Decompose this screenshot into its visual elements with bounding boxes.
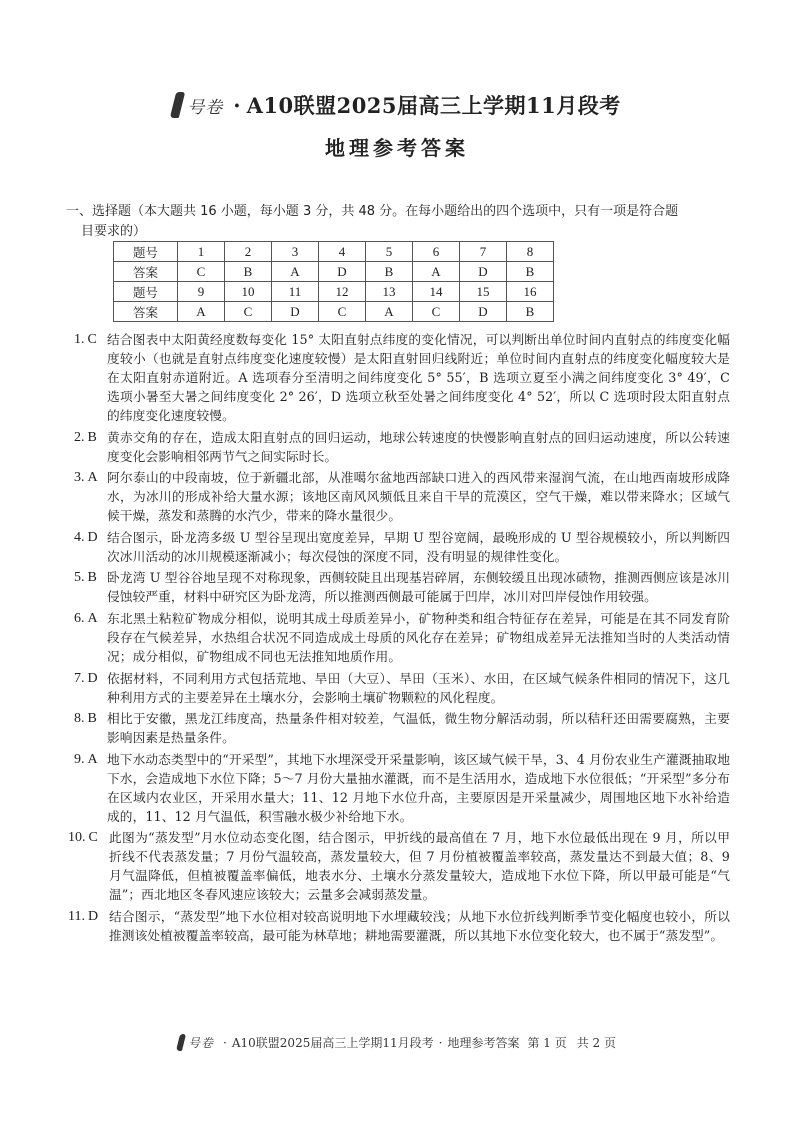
question-label xyxy=(74,330,107,425)
question-label xyxy=(74,709,107,747)
question-label xyxy=(74,528,107,566)
answer-cell: C xyxy=(413,302,460,322)
page-total: 共 2 页 xyxy=(576,1036,616,1050)
question-number-cell: 7 xyxy=(460,242,507,262)
answer-row-label: 答案 xyxy=(114,302,178,322)
title-line xyxy=(0,88,794,122)
answer-row xyxy=(114,302,554,322)
footer-subject: 地理参考答案 xyxy=(447,1036,520,1050)
question-label xyxy=(74,428,107,466)
question-label xyxy=(74,568,107,606)
question-number: 8. xyxy=(74,711,85,727)
question-row xyxy=(114,282,554,302)
question-number: 9. xyxy=(74,751,85,767)
question-answer: C xyxy=(88,830,98,846)
answer-cell: C xyxy=(319,302,366,322)
question-number-cell: 6 xyxy=(413,242,460,262)
answer-row-label: 答案 xyxy=(114,262,178,282)
explanation-text: 阿尔泰山的中段南坡，位于新疆北部，从准噶尔盆地西部缺口进入的西风带来湿润气流，在山地西南坡形成降水，为冰川的形成补给大量水源；该地区南风风频低且来自干旱的荒漠区，空气干燥，难以带来降水；区域气候干燥，蒸发和蒸腾的水汽少，带来的降水量很少。 xyxy=(107,470,730,524)
question-answer: D xyxy=(87,908,99,924)
question-answer: D xyxy=(87,529,98,545)
explanation-item xyxy=(74,428,730,466)
footer-logo xyxy=(178,1034,214,1051)
explanation-item xyxy=(68,828,730,904)
answer-cell: A xyxy=(366,302,413,322)
question-number-cell: 13 xyxy=(366,282,413,302)
explanation-text: 黄赤交角的存在，造成太阳直射点的回归运动，地球公转速度的快慢影响直射点的回归运动速度，所以公转速度变化会影响相邻两节气之间实际时长。 xyxy=(107,429,730,464)
explanation-item xyxy=(74,750,730,826)
explanation-item xyxy=(74,568,730,606)
answer-cell: C xyxy=(225,302,272,322)
question-number-cell: 4 xyxy=(319,242,366,262)
explanation-text: 依据材料，不同利用方式包括荒地、旱田（大豆）、旱田（玉米）、水田，在区域气候条件相同的情况下，这几种利用方式的主要差异在土壤水分，会影响土壤矿物颗粒的风化程度。 xyxy=(107,670,730,705)
document-title: A10联盟2025届高三上学期11月段考 xyxy=(246,93,621,118)
answer-cell: D xyxy=(272,302,319,322)
answer-cell: B xyxy=(507,262,554,282)
question-answer: D xyxy=(87,670,98,686)
question-answer: C xyxy=(87,332,97,347)
question-number: 5. xyxy=(74,570,85,586)
explanation-list xyxy=(68,330,730,948)
explanation-text: 此图为“蒸发型”月水位动态变化图，结合图示，甲折线的最高值在 7 月，地下水位最低出现在 9 月，所以甲折线不代表蒸发量；7 月份气温较高，蒸发量较大，但 7 月份植被覆盖率较高，蒸发量达不到最大值；8、9 月气温降低，但植被覆盖率偏低，地表水分、土壤水分蒸发量较大，造成地下水位下降，所以甲最可能是“气温”；西北地区冬春风速应该较大；云量多会减弱蒸发量。 xyxy=(109,830,730,903)
question-answer: B xyxy=(87,429,97,445)
question-number: 6. xyxy=(74,610,85,626)
question-answer: B xyxy=(87,711,97,727)
explanation-item xyxy=(68,907,730,945)
question-number: 1. xyxy=(74,332,85,347)
footer-logo-text: 号卷 xyxy=(188,1036,215,1050)
question-number: 7. xyxy=(74,670,85,686)
document-subtitle: 地理参考答案 xyxy=(325,136,469,160)
brand-logo xyxy=(173,92,223,118)
question-number-cell: 16 xyxy=(507,282,554,302)
answer-cell: D xyxy=(319,262,366,282)
explanation-item xyxy=(74,709,730,747)
page-footer xyxy=(0,1034,794,1051)
question-row-label: 题号 xyxy=(114,242,178,262)
answer-cell: C xyxy=(178,262,225,282)
answer-cell: D xyxy=(460,302,507,322)
explanation-item xyxy=(74,528,730,566)
question-number-cell: 1 xyxy=(178,242,225,262)
question-row-label: 题号 xyxy=(114,282,178,302)
question-answer: A xyxy=(87,470,98,486)
answer-cell: D xyxy=(460,262,507,282)
question-label xyxy=(74,468,107,525)
answer-row xyxy=(114,262,554,282)
explanation-text: 卧龙湾 U 型谷谷地呈现不对称现象，西侧较陡且出现基岩碎屑，东侧较缓且出现冰碛物，推测西侧应该是冰川侵蚀较严重，材料中研究区为卧龙湾，所以推测西侧最可能属于凹岸，冰川对凹岸侵蚀作用较强。 xyxy=(107,570,730,605)
question-number-cell: 11 xyxy=(272,282,319,302)
question-number-cell: 5 xyxy=(366,242,413,262)
question-label xyxy=(68,907,109,945)
answer-cell: A xyxy=(272,262,319,282)
explanation-item xyxy=(74,330,730,425)
question-label xyxy=(74,609,107,666)
question-number-cell: 3 xyxy=(272,242,319,262)
question-number-cell: 9 xyxy=(178,282,225,302)
explanation-text: 结合图示，卧龙湾多级 U 型谷呈现出宽度差异，早期 U 型谷宽阔，最晚形成的 U 型谷规模较小，所以判断四次冰川活动的冰川规模逐渐减小；每次侵蚀的深度不同，没有明显的规律性变化。 xyxy=(107,529,730,564)
answer-cell: B xyxy=(366,262,413,282)
answer-cell: A xyxy=(178,302,225,322)
question-label xyxy=(74,669,107,707)
question-number-cell: 10 xyxy=(225,282,272,302)
question-number-cell: 2 xyxy=(225,242,272,262)
question-label xyxy=(68,828,109,904)
explanation-item xyxy=(74,669,730,707)
logo-text: 号卷 xyxy=(187,97,224,118)
question-answer: A xyxy=(87,751,98,767)
question-number: 3. xyxy=(74,470,85,486)
explanation-text: 结合图表中太阳黄经度数每变化 15° 太阳直射点纬度的变化情况，可以判断出单位时间内直射点的纬度变化幅度较小（也就是直射点纬度变化速度较慢）是太阳直射回归线附近；单位时间内直射点的纬度变化幅度较大是在太阳直射赤道附近。A 选项春分至清明之间纬度变化 5° 55′，B 选项立夏至小满之间纬度变化 3° 49′，C 选项小暑至大暑之间纬度变化 2° 26′，D 选项立秋至处暑之间纬度变化 4° 52′，所以 C 选项时段太阳直射点的纬度变化速度较慢。 xyxy=(107,332,730,423)
footer-separator: · xyxy=(223,1035,227,1050)
brush-icon xyxy=(176,1034,186,1051)
answer-table xyxy=(113,241,554,322)
question-answer: A xyxy=(87,610,98,626)
explanation-text: 东北黑土粘粒矿物成分相似，说明其成土母质差异小，矿物种类和组合特征存在差异，可能是在其不同发育阶段存在气候差异，水热组合状况不同造成成土母质的风化存在差异；矿物组成差异无法推知当时的人类活动情况；成分相似，矿物组成不同也无法推知地质作用。 xyxy=(107,610,730,664)
question-answer: B xyxy=(87,570,97,586)
answer-cell: B xyxy=(225,262,272,282)
section-heading xyxy=(66,202,734,242)
question-number: 11. xyxy=(68,908,85,924)
explanation-text: 地下水动态类型中的“开采型”，其地下水埋深受开采量影响，该区域气候干旱，3、4 月份农业生产灌溉抽取地下水，会造成地下水位下降；5～7 月份大量抽水灌溉，而不是生活用水，造成地下水位很低；“开采型”多分布在区域内农业区，开采用水量大；11、12 月地下水位升高，主要原因是开采量减少，周围地区地下水补给造成的，11、12 月气温低，积雪融水极少补给地下水。 xyxy=(107,751,730,824)
section-heading-line1: 一、选择题（本大题共 16 小题，每小题 3 分，共 48 分。在每小题给出的四个选项中，只有一项是符合题 xyxy=(66,204,679,219)
question-row xyxy=(114,242,554,262)
question-number: 10. xyxy=(68,830,86,846)
brush-icon xyxy=(170,92,185,118)
question-number-cell: 8 xyxy=(507,242,554,262)
explanation-item xyxy=(74,468,730,525)
explanation-text: 结合图示，“蒸发型”地下水位相对较高说明地下水埋藏较浅；从地下水位折线判断季节变化幅度也较小，所以推测该处植被覆盖率较高，最可能为林草地；耕地需要灌溉，所以其地下水位变化较大，也不属于“蒸发型”。 xyxy=(109,908,730,943)
question-number-cell: 14 xyxy=(413,282,460,302)
footer-title: A10联盟2025届高三上学期11月段考 xyxy=(231,1036,434,1050)
footer-separator: · xyxy=(438,1035,443,1050)
section-heading-line2: 目要求的） xyxy=(81,224,147,239)
answer-cell: B xyxy=(507,302,554,322)
document-header xyxy=(0,88,794,161)
page-number: 第 1 页 xyxy=(527,1036,567,1050)
question-number: 2. xyxy=(74,429,85,445)
question-number-cell: 12 xyxy=(319,282,366,302)
question-number-cell: 15 xyxy=(460,282,507,302)
question-number: 4. xyxy=(74,529,85,545)
explanation-text: 相比于安徽，黑龙江纬度高，热量条件相对较差，气温低，微生物分解活动弱，所以秸秆还田需要腐熟，主要影响因素是热量条件。 xyxy=(107,711,730,746)
answer-cell: A xyxy=(413,262,460,282)
title-separator: · xyxy=(233,92,241,118)
question-label xyxy=(74,750,107,826)
explanation-item xyxy=(74,609,730,666)
